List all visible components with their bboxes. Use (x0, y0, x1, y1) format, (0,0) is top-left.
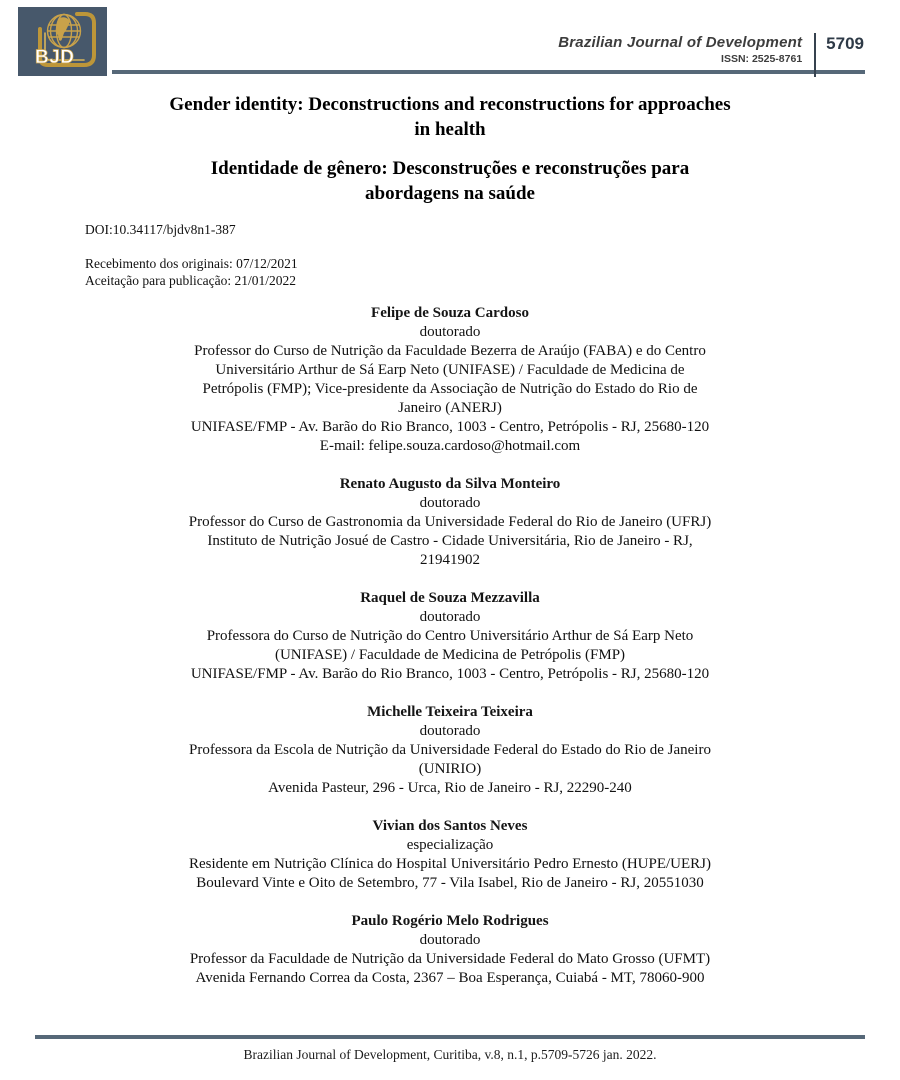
author-block (85, 589, 815, 684)
author-affiliation-line: (UNIRIO) (418, 761, 482, 777)
footer-divider (35, 1035, 865, 1039)
author-degree: doutorado (419, 495, 481, 511)
author-affiliation-line: 21941902 (420, 552, 480, 568)
author-block (85, 703, 815, 798)
author-affiliation-line: UNIFASE/FMP - Av. Barão do Rio Branco, 1003 - Centro, Petrópolis - RJ, 25680-120 (190, 666, 710, 682)
journal-block (558, 33, 802, 66)
author-affiliation-line: UNIFASE/FMP - Av. Barão do Rio Branco, 1003 - Centro, Petrópolis - RJ, 25680-120 (190, 419, 710, 435)
author-degree: doutorado (419, 932, 481, 948)
bjd-logo-text: BJD (35, 47, 75, 68)
authors-list (85, 304, 815, 988)
author-affiliation-line: Professor da Faculdade de Nutrição da Universidade Federal do Mato Grosso (UFMT) (189, 951, 711, 967)
header-meta (558, 33, 864, 77)
footer-citation: Brazilian Journal of Development, Curitiba, v.8, n.1, p.5709-5726 jan. 2022. (243, 1047, 657, 1062)
doi: DOI:10.34117/bjdv8n1-387 (85, 222, 236, 237)
title-portuguese-line: Identidade de gênero: Desconstruções e reconstruções para (210, 158, 690, 179)
author-affiliation-line: E-mail: felipe.souza.cardoso@hotmail.com (319, 438, 581, 454)
title-portuguese (85, 156, 815, 206)
title-english-line: in health (414, 119, 486, 140)
author-name: Raquel de Souza Mezzavilla (360, 590, 540, 606)
author-affiliation-line: Residente em Nutrição Clínica do Hospital Universitário Pedro Ernesto (HUPE/UERJ) (189, 856, 711, 872)
author-degree: especialização (406, 837, 494, 853)
author-degree: doutorado (419, 324, 481, 340)
author-degree: doutorado (419, 609, 481, 625)
author-affiliation-line: Avenida Fernando Correa da Costa, 2367 – Boa Esperança, Cuiabá - MT, 78060-900 (195, 970, 705, 986)
author-affiliation-line: (UNIFASE) / Faculdade de Medicina de Petrópolis (FMP) (274, 647, 626, 663)
author-block (85, 475, 815, 570)
title-english-line: Gender identity: Deconstructions and reconstructions for approaches (169, 94, 731, 115)
accepted-date: Aceitação para publicação: 21/01/2022 (85, 273, 297, 288)
dates-block (85, 255, 815, 289)
author-affiliation-line: Professor do Curso de Gastronomia da Universidade Federal do Rio de Janeiro (UFRJ) (188, 514, 712, 530)
author-name: Renato Augusto da Silva Monteiro (339, 476, 561, 492)
author-affiliation-line: Avenida Pasteur, 296 - Urca, Rio de Janeiro - RJ, 22290-240 (268, 780, 632, 796)
author-block (85, 817, 815, 893)
received-date: Recebimento dos originais: 07/12/2021 (85, 256, 298, 271)
author-block (85, 304, 815, 456)
title-english (85, 92, 815, 142)
author-affiliation-line: Universitário Arthur de Sá Earp Neto (UNIFASE) / Faculdade de Medicina de (215, 362, 685, 378)
author-degree: doutorado (419, 723, 481, 739)
author-affiliation-line: Boulevard Vinte e Oito de Setembro, 77 - Vila Isabel, Rio de Janeiro - RJ, 20551030 (196, 875, 704, 891)
author-block (85, 912, 815, 988)
author-affiliation-line: Professora do Curso de Nutrição do Centro Universitário Arthur de Sá Earp Neto (206, 628, 694, 644)
author-name: Felipe de Souza Cardoso (371, 305, 529, 321)
author-name: Paulo Rogério Melo Rodrigues (351, 913, 549, 929)
author-affiliation-line: Professora da Escola de Nutrição da Universidade Federal do Estado do Rio de Janeiro (189, 742, 711, 758)
title-portuguese-line: abordagens na saúde (365, 183, 535, 204)
author-affiliation-line: Janeiro (ANERJ) (398, 400, 502, 416)
author-name: Vivian dos Santos Neves (372, 818, 528, 834)
bjd-logo-icon (18, 7, 107, 76)
bjd-logo (18, 7, 107, 76)
header-vertical-bar (814, 33, 816, 77)
author-affiliation-line: Petrópolis (FMP); Vice-presidente da Associação de Nutrição do Estado do Rio de (202, 381, 698, 397)
journal-issn: ISSN: 2525-8761 (721, 53, 803, 65)
page-number: 5709 (826, 34, 864, 53)
author-affiliation-line: Professor do Curso de Nutrição da Faculdade Bezerra de Araújo (FABA) e do Centro (194, 343, 706, 359)
author-name: Michelle Teixeira Teixeira (367, 704, 533, 720)
journal-name: Brazilian Journal of Development (558, 34, 803, 51)
article-front-matter (85, 92, 815, 988)
author-affiliation-line: Instituto de Nutrição Josué de Castro - Cidade Universitária, Rio de Janeiro - RJ, (207, 533, 693, 549)
